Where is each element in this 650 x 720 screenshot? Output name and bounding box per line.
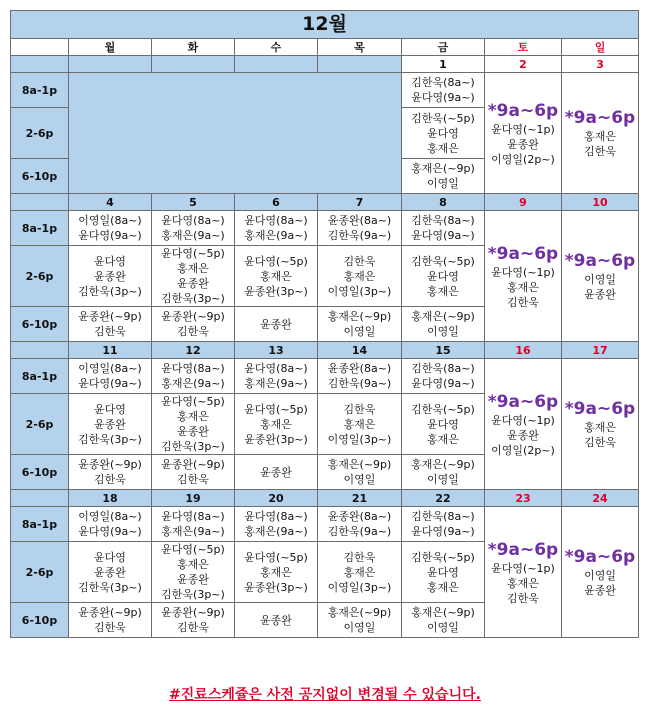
empty-days-block [69,73,402,194]
staff-line: 김한욱(8a~) [411,510,475,523]
weekend-cell-sun [562,507,639,638]
date-number [235,56,318,73]
weekday-wed: 수 [235,39,318,56]
staff-line: 이영일 [427,177,459,190]
date-number: 21 [318,490,402,507]
staff-line: 홍재은(9a~) [244,377,308,390]
shift-cell [402,455,485,490]
staff-line: 홍재은 [584,130,616,143]
staff-line: 윤종완 [584,584,616,597]
date-row-label [11,342,69,359]
staff-line: 이영일(3p~) [327,284,392,298]
staff-line: 윤종완(8a~) [327,214,392,227]
staff-line: 홍재은 [507,576,539,590]
staff-line: 윤종완 [260,317,292,331]
staff-line: 윤다영 [94,254,126,268]
staff-line: 김한욱 [507,591,539,605]
staff-line: 홍재은(9a~) [161,229,225,242]
shift-cell [69,211,152,246]
staff-line: 김한욱(3p~) [161,588,225,601]
slot-label: 2-6p [11,108,69,159]
staff-line: 윤다영 [94,550,126,564]
staff-line: 김한욱(8a~) [411,76,475,89]
shift-cell [318,603,402,638]
staff-line: 김한욱 [177,325,209,338]
staff-line: 홍재은(~9p) [411,310,475,323]
staff-line: 이영일 [427,621,459,634]
staff-line: 이영일(2p~) [491,152,555,166]
shift-cell [318,455,402,490]
staff-line: 윤종완 [584,288,616,301]
date-number: 19 [152,490,235,507]
staff-line: 김한욱(~5p) [411,254,475,268]
shift-cell [152,307,235,342]
staff-line: 윤다영 [427,126,459,140]
schedule-notice: #진료스케쥴은 사전 공지없이 변경될 수 있습니다. [169,687,481,703]
staff-line: 김한욱(3p~) [161,440,225,453]
staff-line: 윤다영(~1p) [491,561,555,575]
weekday-tue: 화 [152,39,235,56]
weekend-hours: *9a~6p [564,251,636,271]
staff-line: 윤종완 [94,269,126,283]
shift-cell [69,359,152,394]
shift-cell [402,159,485,194]
shift-cell [69,455,152,490]
slot-label: 8a-1p [11,211,69,246]
date-number: 8 [402,194,485,211]
date-number: 2 [485,56,562,73]
shift-cell [69,542,152,603]
staff-line: 윤다영(8a~) [161,510,225,523]
staff-line: 윤종완 [177,573,209,586]
weekend-cell-sat [485,73,562,194]
shift-cell [402,359,485,394]
staff-line: 홍재은(~9p) [327,310,392,323]
shift-cell [402,394,485,455]
staff-line: 윤다영 [427,269,459,283]
staff-line: 김한욱 [94,621,126,634]
staff-line: 홍재은 [260,565,292,579]
date-number [69,56,152,73]
staff-line: 윤다영 [427,417,459,431]
staff-line: 이영일(8a~) [78,362,142,375]
staff-line: 홍재은 [177,410,209,423]
date-number: 24 [562,490,639,507]
weekend-cell-sun [562,73,639,194]
staff-line: 홍재은 [260,269,292,283]
staff-line: 홍재은 [260,417,292,431]
staff-line: 윤다영(~5p) [161,247,225,260]
weekend-hours: *9a~6p [487,100,559,121]
staff-line: 윤다영(9a~) [411,229,475,242]
staff-line: 윤다영(8a~) [244,214,308,227]
date-number: 20 [235,490,318,507]
staff-line: 홍재은 [343,565,376,579]
date-row [11,56,639,73]
staff-line: 윤종완(8a~) [327,362,392,375]
weekend-hours: *9a~6p [487,391,559,412]
staff-line: 윤종완 [260,465,292,479]
date-number: 12 [152,342,235,359]
shift-cell [402,211,485,246]
staff-line: 이영일 [427,325,459,338]
shift-cell [318,359,402,394]
weekend-hours: *9a~6p [564,399,636,419]
shift-cell [152,507,235,542]
shift-cell [318,307,402,342]
shift-cell [402,246,485,307]
date-number: 15 [402,342,485,359]
staff-line: 윤다영(~1p) [491,265,555,279]
staff-line: 홍재은 [343,417,376,431]
staff-line: 김한욱(3p~) [78,432,142,446]
date-number: 14 [318,342,402,359]
shift-cell [402,603,485,638]
staff-line: 홍재은(9a~) [244,525,308,538]
staff-line: 윤종완(~9p) [161,606,225,619]
staff-line: 홍재은 [177,262,209,275]
staff-line: 이영일 [584,273,616,286]
staff-line: 이영일(2p~) [491,443,555,457]
date-number: 5 [152,194,235,211]
staff-line: 윤다영 [427,565,459,579]
staff-line: 김한욱 [343,254,376,268]
staff-line: 이영일(8a~) [78,510,142,523]
date-row [11,490,639,507]
staff-line: 이영일(8a~) [78,214,142,227]
weekend-cell-sun [562,211,639,342]
staff-line: 윤종완 [260,613,292,627]
staff-line: 윤종완(3p~) [244,580,308,594]
staff-line: 홍재은(9a~) [244,229,308,242]
weekend-hours: *9a~6p [487,243,559,264]
staff-line: 김한욱(9a~) [327,377,392,390]
staff-line: 홍재은 [427,432,459,446]
staff-line: 홍재은(~9p) [327,606,392,619]
staff-line: 김한욱 [177,621,209,634]
date-number: 6 [235,194,318,211]
staff-line: 윤다영(~5p) [244,550,308,564]
date-number: 13 [235,342,318,359]
date-number: 23 [485,490,562,507]
staff-line: 김한욱 [584,436,616,449]
staff-line: 홍재은 [177,558,209,571]
slot-label: 6-10p [11,455,69,490]
weekday-header-row [11,39,639,56]
slot-label: 8a-1p [11,359,69,394]
staff-line: 이영일 [343,473,376,486]
date-row-label [11,194,69,211]
weekend-cell-sat [485,507,562,638]
date-row [11,194,639,211]
slot-label: 6-10p [11,307,69,342]
slot-row [11,507,639,542]
staff-line: 윤다영(8a~) [244,510,308,523]
shift-cell [318,507,402,542]
shift-cell [235,246,318,307]
staff-line: 홍재은(~9p) [411,162,475,175]
shift-cell [235,542,318,603]
staff-line: 김한욱(3p~) [161,292,225,305]
staff-line: 윤종완(~9p) [78,606,142,619]
staff-line: 윤다영(~1p) [491,413,555,427]
date-row-label [11,56,69,73]
staff-line: 윤다영(8a~) [161,362,225,375]
weekday-sat: 토 [485,39,562,56]
staff-line: 윤다영(9a~) [411,525,475,538]
slot-label: 2-6p [11,394,69,455]
shift-cell [402,307,485,342]
date-row [11,342,639,359]
staff-line: 이영일 [427,473,459,486]
staff-line: 이영일 [343,621,376,634]
staff-line: 이영일(3p~) [327,580,392,594]
date-number: 1 [402,56,485,73]
staff-line: 김한욱(3p~) [78,580,142,594]
date-number: 4 [69,194,152,211]
shift-cell [152,246,235,307]
shift-cell [402,507,485,542]
shift-cell [235,603,318,638]
staff-line: 홍재은(9a~) [161,377,225,390]
shift-cell [69,307,152,342]
date-number: 22 [402,490,485,507]
slot-label: 6-10p [11,603,69,638]
weekend-hours: *9a~6p [487,539,559,560]
staff-line: 윤다영(9a~) [78,229,142,242]
slot-label: 8a-1p [11,73,69,108]
staff-line: 홍재은(9a~) [161,525,225,538]
date-number [318,56,402,73]
staff-line: 김한욱(8a~) [411,362,475,375]
staff-line: 김한욱 [94,473,126,486]
date-number: 3 [562,56,639,73]
staff-line: 윤종완 [177,425,209,438]
weekend-hours: *9a~6p [564,108,636,128]
staff-line: 김한욱 [343,550,376,564]
staff-line: 윤종완(~9p) [78,458,142,471]
shift-cell [152,211,235,246]
slot-label: 8a-1p [11,507,69,542]
slot-row [11,359,639,394]
staff-line: 김한욱 [507,295,539,309]
staff-line: 이영일(3p~) [327,432,392,446]
date-number: 16 [485,342,562,359]
shift-cell [402,108,485,159]
slot-row [11,211,639,246]
weekday-thu: 목 [318,39,402,56]
staff-line: 윤다영(~5p) [244,402,308,416]
date-number: 11 [69,342,152,359]
slot-label: 2-6p [11,246,69,307]
shift-cell [235,307,318,342]
staff-line: 김한욱(3p~) [78,284,142,298]
staff-line: 윤종완(8a~) [327,510,392,523]
date-number [152,56,235,73]
shift-cell [318,246,402,307]
shift-cell [152,603,235,638]
shift-cell [402,542,485,603]
staff-line: 윤다영(9a~) [411,377,475,390]
staff-line: 윤다영(~1p) [491,122,555,136]
date-number: 18 [69,490,152,507]
staff-line: 윤종완 [507,137,539,151]
shift-cell [69,246,152,307]
staff-line: 홍재은 [427,141,459,155]
weekday-fri: 금 [402,39,485,56]
staff-line: 김한욱 [584,145,616,158]
staff-line: 이영일 [343,325,376,338]
shift-cell [235,455,318,490]
staff-line: 윤다영(8a~) [244,362,308,375]
shift-cell [235,394,318,455]
shift-cell [152,455,235,490]
staff-line: 윤종완 [177,277,209,290]
staff-line: 홍재은 [507,280,539,294]
shift-cell [402,73,485,108]
staff-line: 윤종완 [507,428,539,442]
staff-line: 윤종완(~9p) [78,310,142,323]
staff-line: 김한욱(~5p) [411,550,475,564]
staff-line: 김한욱(9a~) [327,525,392,538]
weekend-cell-sat [485,211,562,342]
weekend-cell-sun [562,359,639,490]
staff-line: 윤다영(~5p) [244,254,308,268]
staff-line: 홍재은 [427,580,459,594]
staff-line: 김한욱 [343,402,376,416]
shift-cell [318,542,402,603]
date-row-label [11,490,69,507]
slot-label: 6-10p [11,159,69,194]
schedule-calendar [10,10,639,638]
staff-line: 김한욱 [177,473,209,486]
staff-line: 윤다영(~5p) [161,543,225,556]
staff-line: 홍재은 [584,421,616,434]
shift-cell [152,359,235,394]
shift-cell [318,211,402,246]
staff-line: 홍재은 [343,269,376,283]
staff-line: 김한욱(~5p) [411,402,475,416]
staff-line: 홍재은(~9p) [411,458,475,471]
staff-line: 윤다영(9a~) [78,377,142,390]
staff-line: 김한욱(~5p) [411,111,475,125]
staff-line: 김한욱 [94,325,126,338]
weekday-sun: 일 [562,39,639,56]
weekend-hours: *9a~6p [564,547,636,567]
staff-line: 윤다영(8a~) [161,214,225,227]
weekday-mon: 월 [69,39,152,56]
date-number: 9 [485,194,562,211]
slot-label: 2-6p [11,542,69,603]
shift-cell [69,507,152,542]
staff-line: 윤종완(3p~) [244,432,308,446]
shift-cell [152,394,235,455]
calendar-title: 12월 [11,11,639,39]
staff-line: 윤다영(9a~) [411,91,475,104]
corner-cell [11,39,69,56]
staff-line: 윤종완(~9p) [161,310,225,323]
staff-line: 김한욱(9a~) [327,229,392,242]
shift-cell [69,394,152,455]
staff-line: 홍재은 [427,284,459,298]
shift-cell [318,394,402,455]
staff-line: 윤다영(~5p) [161,395,225,408]
slot-row [11,73,639,108]
staff-line: 홍재은(~9p) [327,458,392,471]
staff-line: 윤종완 [94,417,126,431]
date-number: 7 [318,194,402,211]
shift-cell [69,603,152,638]
staff-line: 윤다영 [94,402,126,416]
shift-cell [235,211,318,246]
staff-line: 윤종완 [94,565,126,579]
shift-cell [235,507,318,542]
staff-line: 윤종완(3p~) [244,284,308,298]
shift-cell [152,542,235,603]
weekend-cell-sat [485,359,562,490]
shift-cell [235,359,318,394]
staff-line: 홍재은(~9p) [411,606,475,619]
date-number: 17 [562,342,639,359]
staff-line: 윤다영(9a~) [78,525,142,538]
staff-line: 윤종완(~9p) [161,458,225,471]
staff-line: 김한욱(8a~) [411,214,475,227]
staff-line: 이영일 [584,569,616,582]
date-number: 10 [562,194,639,211]
